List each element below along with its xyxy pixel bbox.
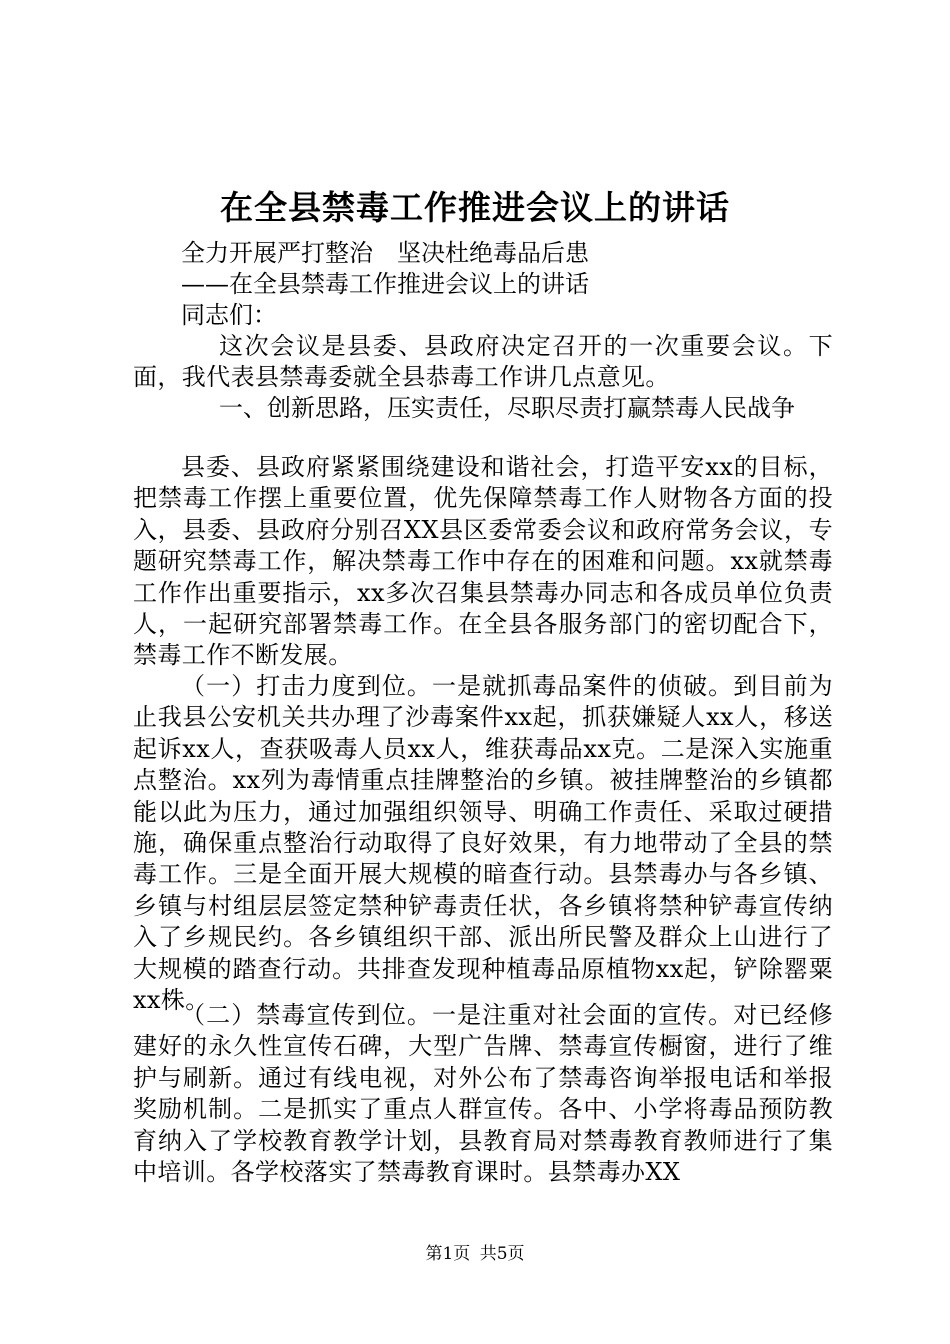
page-number: 第1页	[425, 1244, 471, 1264]
body-paragraph-1: 县委、县政府紧紧围绕建设和谐社会，打造平安xx的目标，把禁毒工作摆上重要位置，优先保障禁毒工作人财物各方面的投入，县委、县政府分别召XX县区委常委会议和政府常务会议，专题研究禁毒工作，解决禁毒工作中存在的困难和问题。xx就禁毒工作作出重要指示，xx多次召集县禁毒办同志和各成员单位负责人，一起研究部署禁毒工作。在全县各服务部门的密切配合下，禁毒工作不断发展。	[133, 453, 833, 670]
document-title: 在全县禁毒工作推进会议上的讲话	[220, 188, 730, 227]
body-paragraph-2: （一）打击力度到位。一是就抓毒品案件的侦破。到目前为止我县公安机关共办理了沙毒案件xx起，抓获嫌疑人xx人，移送起诉xx人，查获吸毒人员xx人，维获毒品xx克。二是深入实施重点整治。xx列为毒情重点挂牌整治的乡镇。被挂牌整治的乡镇都能以此为压力，通过加强组织领导、明确工作责任、采取过硬措施，确保重点整治行动取得了良好效果，有力地带动了全县的禁毒工作。三是全面开展大规模的暗查行动。县禁毒办与各乡镇、乡镇与村组层层签定禁种铲毒责任状，各乡镇将禁种铲毒宣传纳入了乡规民约。各乡镇组织干部、派出所民警及群众上山进行了大规模的踏查行动。共排查发现种植毒品原植物xx起，铲除罂粟xx株。	[133, 672, 833, 1015]
body-paragraph-3: （二）禁毒宣传到位。一是注重对社会面的宣传。对已经修建好的永久性宣传石碑，大型广告牌、禁毒宣传橱窗，进行了维护与刷新。通过有线电视，对外公布了禁毒咨询举报电话和举报奖励机制。二是抓实了重点人群宣传。各中、小学将毒品预防教育纳入了学校教育教学计划，县教育局对禁毒教育教师进行了集中培训。各学校落实了禁毒教育课时。县禁毒办XX	[133, 1001, 833, 1187]
salutation: 同志们：	[181, 301, 277, 329]
page-total: 共5页	[479, 1244, 525, 1264]
page-footer	[0, 1243, 950, 1265]
section-heading-1: 一、创新思路，压实责任，尽职尽责打赢禁毒人民战争	[219, 394, 795, 422]
subtitle-secondary: ——在全县禁毒工作推进会议上的讲话	[181, 270, 589, 298]
subtitle: 全力开展严打整治 坚决杜绝毒品后患	[181, 239, 589, 267]
intro-paragraph: 这次会议是县委、县政府决定召开的一次重要会议。下面，我代表县禁毒委就全县恭毒工作讲几点意见。	[133, 332, 833, 392]
